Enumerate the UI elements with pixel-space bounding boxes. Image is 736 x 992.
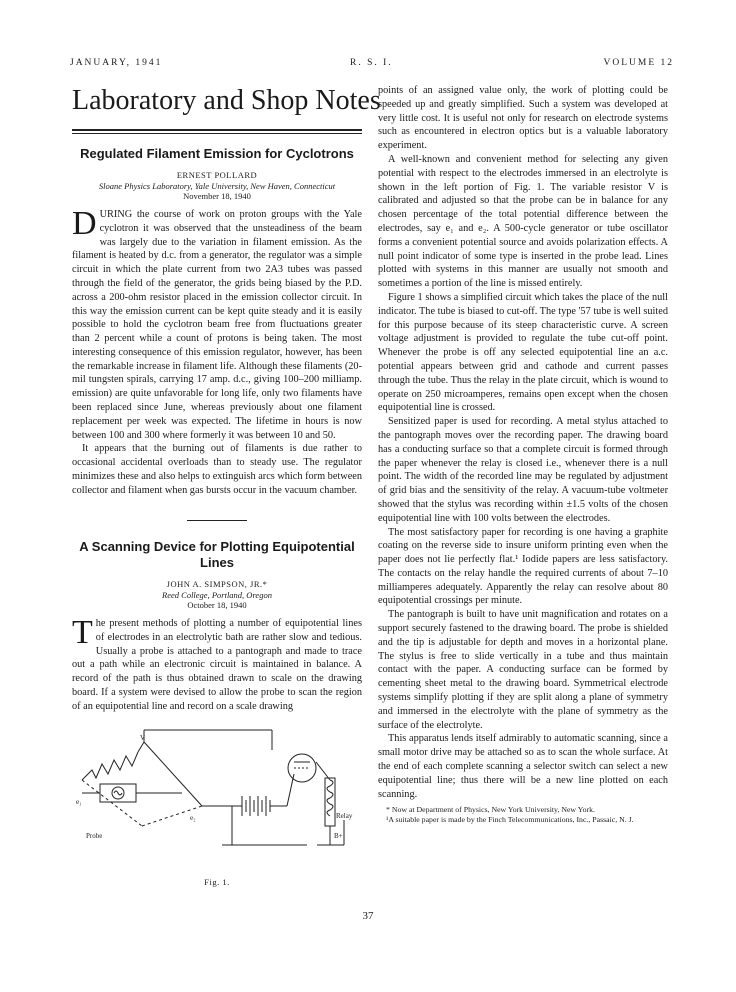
article-separator xyxy=(187,520,247,521)
page-number: 37 xyxy=(362,910,374,922)
article2-author: JOHN A. SIMPSON, JR.* xyxy=(166,579,268,590)
figure-caption: Fig. 1. xyxy=(204,876,230,887)
label-b-plus: B+ xyxy=(334,831,343,840)
battery xyxy=(242,796,270,816)
relay-coil xyxy=(327,780,333,816)
figure-1 xyxy=(72,720,362,887)
running-head-journal: R. S. I. xyxy=(350,58,393,68)
article1-affiliation: Sloane Physics Laboratory, Yale University, New Haven, Connecticut xyxy=(98,180,336,191)
article2-paragraph: The most satisfactory paper for recording is one having a graphite coating on the reverse side to insure uniform printing even when the paper does not lie perfectly flat.¹ Iodide papers are less satisfactory. The contacts on the relay handle the required currents of about 7–10 milliamperes adequately. Apparently the relay can resolve about 80 equipotential crossings per minute. xyxy=(378,526,668,607)
section-rule xyxy=(72,129,362,134)
relay-core xyxy=(325,778,335,826)
article1-author: ERNEST POLLARD xyxy=(176,170,258,181)
dropcap: T xyxy=(72,614,93,652)
electrolyte-path xyxy=(82,780,142,826)
running-head-volume: VOLUME 12 xyxy=(603,58,674,68)
variable-resistor xyxy=(82,752,138,780)
article2-paragraph: The present methods of plotting a number of equipotential lines of electrodes in an electrolytic bath are rather slow and tedious. Usually a probe is attached to a pantograph and made to trace out a path while an electronic circuit is maintained in balance. A record of the path is thus obtained drawn to scale on the drawing board. If a system were devised to allow the probe to scan the region of an equipotential line and record on a scale drawing xyxy=(72,614,362,712)
cathode-lead xyxy=(287,774,294,806)
circuit-wires xyxy=(82,730,344,845)
label-e1: e₁ xyxy=(76,797,82,806)
article1-paragraph: DURING the course of work on proton groups with the Yale cyclotron it was observed that the unsteadiness of the beam was largely due to the variation in filament emission. As the filament is heated by d.c. from a generator, the regulator was a simple circuit in which the plate current from two 2A3 tubes was passed through the field of the generator, the grids being biased by the P.D. across a 200-ohm resistor placed in the emission collector circuit. In this way the emission current can be kept quite steady and it is easily possible to hold the cyclotron beam free from fluctuations greater than 2 percent while a count of protons is being taken. The most interesting consequence of this emission regulator, however, has been the remarkable increase in filament life. Although these filaments (20-mil tungsten spirals, carrying 17 amp. d.c., giving 100–200 milliamp. emission) are quite unfavorable for long life, only two filaments have been replaced since June, whereas previously about one filament replacement per week was expected. The lifetime in hours is now between 100 and 300 where formerly it was between 10 and 50. xyxy=(72,204,362,441)
article2-date: October 18, 1940 xyxy=(187,600,247,611)
footnote: * Now at Department of Physics, New York University, New York. xyxy=(386,805,595,815)
article2-paragraph: This apparatus lends itself admirably to automatic scanning, since a small motor drive may be attached so as to scan the whole surface. At the end of each complete scanning a selector switch can select a new equipotential line; thus there will be a new line plotted on each scanning. xyxy=(378,733,668,800)
article2-paragraph: points of an assigned value only, the work of plotting could be speeded up and greatly simplified. Such a system was developed at very little cost. It is useful not only for research on electrode systems such as encountered in electron optics but is a valuable laboratory experiment. xyxy=(378,85,668,152)
resistor-lead xyxy=(138,742,144,752)
dropcap: D xyxy=(72,204,97,242)
running-head xyxy=(70,58,674,72)
article2-paragraph: Figure 1 shows a simplified circuit which takes the place of the null indicator. The tube is biased to cut-off. The type '57 tube is well suited for this purpose because of its steep characteristic curve. A screen voltage adjustment is provided to regulate the tube cut-off point. Whenever the probe is off any selected equipotential line an a.c. potential appears between grid and cathode and current passes through the tube. Thus the relay in the plate circuit, which is wound to operate on 250 microamperes, remains open except when the chosen equipotential line is crossed. xyxy=(378,291,668,414)
label-v: V xyxy=(140,733,146,742)
article1-title: Regulated Filament Emission for Cyclotrons xyxy=(80,145,354,161)
label-e2: e₂ xyxy=(190,813,196,822)
section-title: Laboratory and Shop Notes xyxy=(72,85,381,116)
right-column xyxy=(378,84,668,824)
label-relay: Relay xyxy=(336,811,353,820)
footnote: ¹A suitable paper is made by the Finch Telecommunications, Inc., Passaic, N. J. xyxy=(386,814,634,824)
bridge-wire xyxy=(144,742,202,806)
plate-lead xyxy=(316,762,330,780)
article1-date: November 18, 1940 xyxy=(183,191,251,202)
label-probe: Probe xyxy=(86,831,103,840)
left-column xyxy=(72,84,381,887)
article1-paragraph: It appears that the burning out of filaments is due rather to occasional accidental overloads than to steady use. The regulator minimizes these and also helps to extinguish arcs which form between collector and filament when gas bursts occur in the vacuum chamber. xyxy=(72,443,362,496)
footnotes xyxy=(378,805,668,824)
article2-paragraph: The pantograph is built to have unit magnification and rotates on a support securely fastened to the drawing board. The probe is shielded and the tip is adjustable for depth and moves in a horizontal plane. The stylus is free to slide vertically in a tube and thus maintain contact with the paper. A conducting surface can be formed by cementing sheet metal to the drawing board. Symmetrical electrode systems simplify plotting if they are split along a plane of symmetry and immersed in the electrolyte with the plane of symmetry as the surface of the electrolyte. xyxy=(378,609,668,731)
article2-title: A Scanning Device for Plotting Equipotential Lines xyxy=(79,538,355,570)
article2-affiliation: Reed College, Portland, Oregon xyxy=(162,589,272,600)
article2-paragraph: A well-known and convenient method for selecting any given potential with respect to the electrodes immersed in an electrolyte is shown in the left portion of Fig. 1. The variable resistor V is calibrated and adjusted so that the probe can be in balance for any chosen percentage of the total potential difference between the electrodes, say e₁ and e₂. A 500-cycle generator or tube oscillator forms a convenient potential source and avoids polarization effects. A null point indicator of some type is inserted in the probe lead. Lines plotted with systems in this manner are usually not smooth and sometimes a portion of the line is missed entirely. xyxy=(378,153,668,290)
article2-paragraph: Sensitized paper is used for recording. A metal stylus attached to the pantograph moves over the recording paper. The drawing board has a conducting surface so that a complete circuit is formed through the paper whenever the relay is closed i.e., whenever there is a null point. The width of the recorded line may be regulated by adjustment of grid bias and the sensitivity of the relay. A vacuum-tube voltmeter showed that the stylus was recording within ±1.5 volts of the chosen equipotential line with 100 volts between the electrodes. xyxy=(378,416,668,524)
circuit-diagram xyxy=(72,720,362,870)
running-head-date: JANUARY, 1941 xyxy=(70,58,163,68)
ac-wave xyxy=(114,791,122,795)
